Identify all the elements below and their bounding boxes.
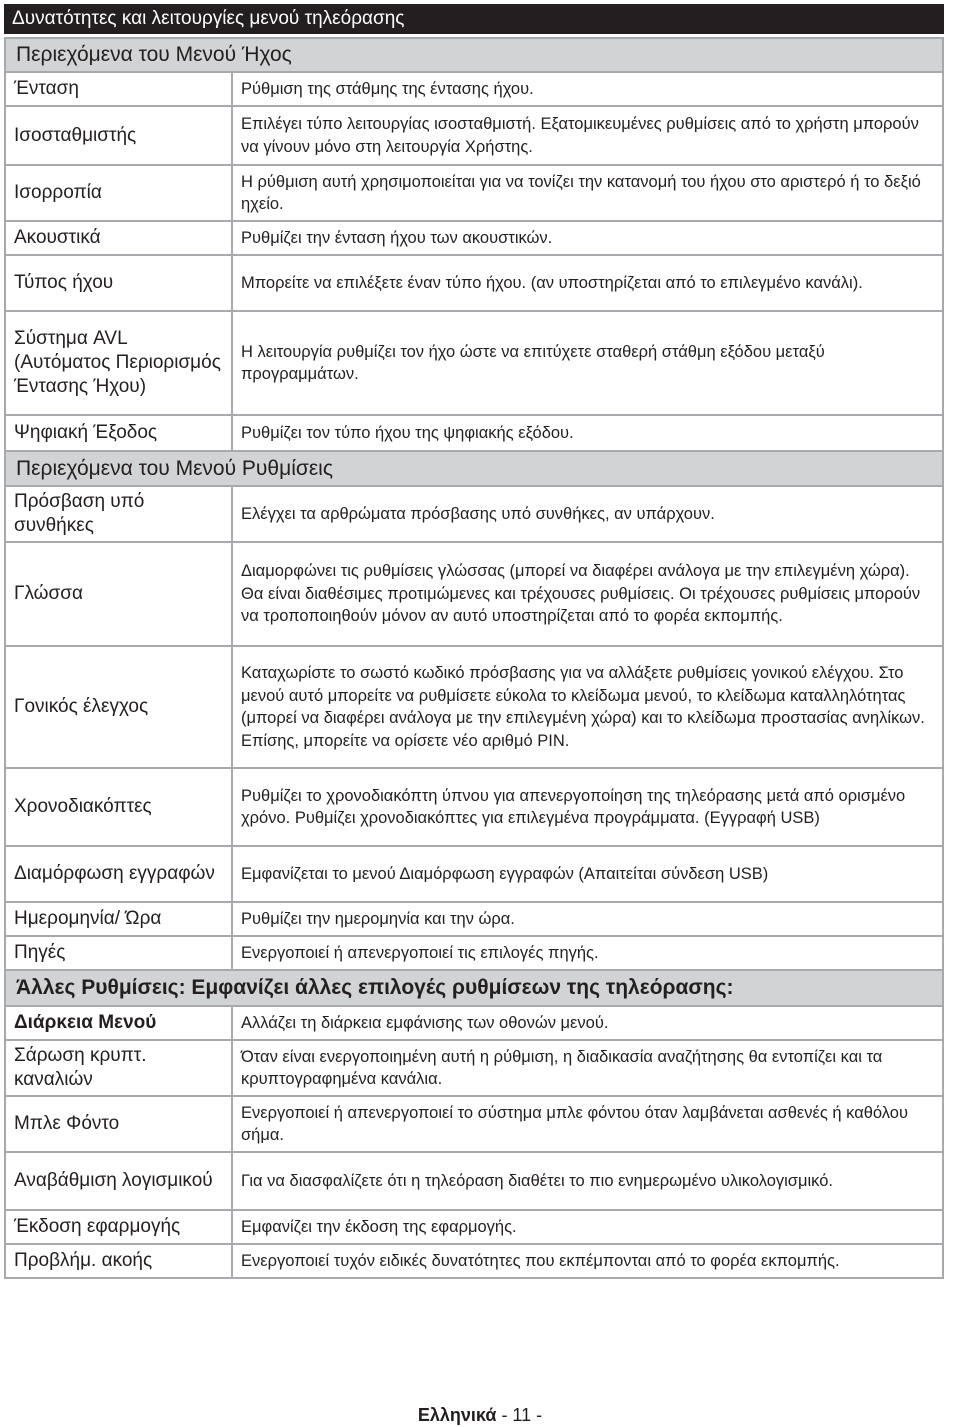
section-header-settings [5,451,943,486]
footer-language: Ελληνικά [417,1405,497,1425]
table-row [5,1040,943,1096]
term-cell: Αναβάθμιση λογισμικού [5,1152,232,1210]
term-cell: Σύστημα AVL (Αυτόματος Περιορισμός Έντασης Ήχου) [5,311,232,415]
table-row [5,1244,943,1278]
description-cell: Ενεργοποιεί ή απενεργοποιεί το σύστημα μπλε φόντου όταν λαμβάνεται ασθενές ή καθόλου σήμα. [232,1096,943,1152]
description-cell: Διαμορφώνει τις ρυθμίσεις γλώσσας (μπορεί να διαφέρει ανάλογα με την επιλεγμένη χώρα). Θα είναι διαθέσιμες προτιμώμενες και τρέχουσες ρυθμίσεις. Οι τρέχουσες ρυθμίσεις μπορούν να τροποποιηθούν μόνον αν αυτό υποστηρίζεται από το φορέα εκπομπής. [232,542,943,646]
term-cell: Ψηφιακή Έξοδος [5,415,232,451]
term-cell: Πρόσβαση υπό συνθήκες [5,486,232,542]
section-header-sound [5,38,943,72]
section-title: Άλλες Ρυθμίσεις: Εμφανίζει άλλες επιλογές ρυθμίσεων της τηλεόρασης: [5,970,943,1006]
description-cell: Μπορείτε να επιλέξετε έναν τύπο ήχου. (αν υποστηρίζεται από το επιλεγμένο κανάλι). [232,255,943,311]
term-cell: Γλώσσα [5,542,232,646]
term-cell: Πηγές [5,936,232,970]
table-row [5,846,943,902]
table-row [5,311,943,415]
term-cell: Μπλε Φόντο [5,1096,232,1152]
table-row [5,902,943,936]
description-cell: Ελέγχει τα αρθρώματα πρόσβασης υπό συνθήκες, αν υπάρχουν. [232,486,943,542]
term-cell: Ακουστικά [5,221,232,255]
description-cell: Ρύθμιση της στάθμης της έντασης ήχου. [232,72,943,106]
table-row [5,1006,943,1040]
description-cell: Επιλέγει τύπο λειτουργίας ισοσταθμιστή. Εξατομικευμένες ρυθμίσεις από το χρήστη μπορούν να γίνουν μόνο στη λειτουργία Χρήστης. [232,106,943,165]
table-row [5,221,943,255]
table-row [5,936,943,970]
table-row [5,542,943,646]
description-cell: Ρυθμίζει την ημερομηνία και την ώρα. [232,902,943,936]
term-cell: Γονικός έλεγχος [5,646,232,768]
description-cell: Η ρύθμιση αυτή χρησιμοποιείται για να τονίζει την κατανομή του ήχου στο αριστερό ή το δεξιό ηχείο. [232,165,943,221]
description-cell: Ρυθμίζει την ένταση ήχου των ακουστικών. [232,221,943,255]
table-row [5,106,943,165]
term-cell: Ισορροπία [5,165,232,221]
term-cell: Ημερομηνία/ Ώρα [5,902,232,936]
table-row [5,1096,943,1152]
table-row [5,768,943,846]
description-cell: Εμφανίζεται το μενού Διαμόρφωση εγγραφών (Απαιτείται σύνδεση USB) [232,846,943,902]
description-cell: Εμφανίζει την έκδοση της εφαρμογής. [232,1210,943,1244]
description-cell: Αλλάζει τη διάρκεια εμφάνισης των οθονών μενού. [232,1006,943,1040]
term-cell: Ένταση [5,72,232,106]
term-cell: Σάρωση κρυπτ. καναλιών [5,1040,232,1096]
table-row [5,255,943,311]
description-cell: Καταχωρίστε το σωστό κωδικό πρόσβασης για να αλλάξετε ρυθμίσεις γονικού ελέγχου. Στο μενού αυτό μπορείτε να ρυθμίσετε εύκολα το κλείδωμα μενού, το κλείδωμα καταλληλότητας (μπορεί να διαφέρει ανάλογα με την επιλεγμένη χώρα) και το κλείδωμα προστασίας ανηλίκων. Επίσης, μπορείτε να ορίσετε νέο αριθμό PIN. [232,646,943,768]
description-cell: Ενεργοποιεί τυχόν ειδικές δυνατότητες που εκπέμπονται από το φορέα εκπομπής. [232,1244,943,1278]
term-cell: Διαμόρφωση εγγραφών [5,846,232,902]
page-number: - 11 - [501,1405,543,1425]
term-cell: Διάρκεια Μενού [5,1006,232,1040]
page-footer [0,1405,960,1426]
term-cell: Χρονοδιακόπτες [5,768,232,846]
description-cell: Όταν είναι ενεργοποιημένη αυτή η ρύθμιση, η διαδικασία αναζήτησης θα εντοπίζει και τα κρυπτογραφημένα κανάλια. [232,1040,943,1096]
section-title: Περιεχόμενα του Μενού Ήχος [5,38,943,72]
section-header-other-settings [5,970,943,1006]
term-cell: Ισοσταθμιστής [5,106,232,165]
term-cell: Τύπος ήχου [5,255,232,311]
description-cell: Η λειτουργία ρυθμίζει τον ήχο ώστε να επιτύχετε σταθερή στάθμη εξόδου μεταξύ προγραμμάτων. [232,311,943,415]
description-cell: Για να διασφαλίζετε ότι η τηλεόραση διαθέτει το πιο ενημερωμένο υλικολογισμικό. [232,1152,943,1210]
page-title: Δυνατότητες και λειτουργίες μενού τηλεόρασης [4,4,944,34]
table-row [5,646,943,768]
table-row [5,72,943,106]
description-cell: Ενεργοποιεί ή απενεργοποιεί τις επιλογές πηγής. [232,936,943,970]
table-row [5,415,943,451]
table-row [5,165,943,221]
table-row [5,486,943,542]
term-cell: Προβλήμ. ακοής [5,1244,232,1278]
section-title: Περιεχόμενα του Μενού Ρυθμίσεις [5,451,943,486]
description-cell: Ρυθμίζει το χρονοδιακόπτη ύπνου για απενεργοποίηση της τηλεόρασης μετά από ορισμένο χρόνο. Ρυθμίζει χρονοδιακόπτες για επιλεγμένα προγράμματα. (Εγγραφή USB) [232,768,943,846]
menu-features-table [4,37,944,1279]
table-row [5,1210,943,1244]
table-row [5,1152,943,1210]
description-cell: Ρυθμίζει τον τύπο ήχου της ψηφιακής εξόδου. [232,415,943,451]
term-cell: Έκδοση εφαρμογής [5,1210,232,1244]
